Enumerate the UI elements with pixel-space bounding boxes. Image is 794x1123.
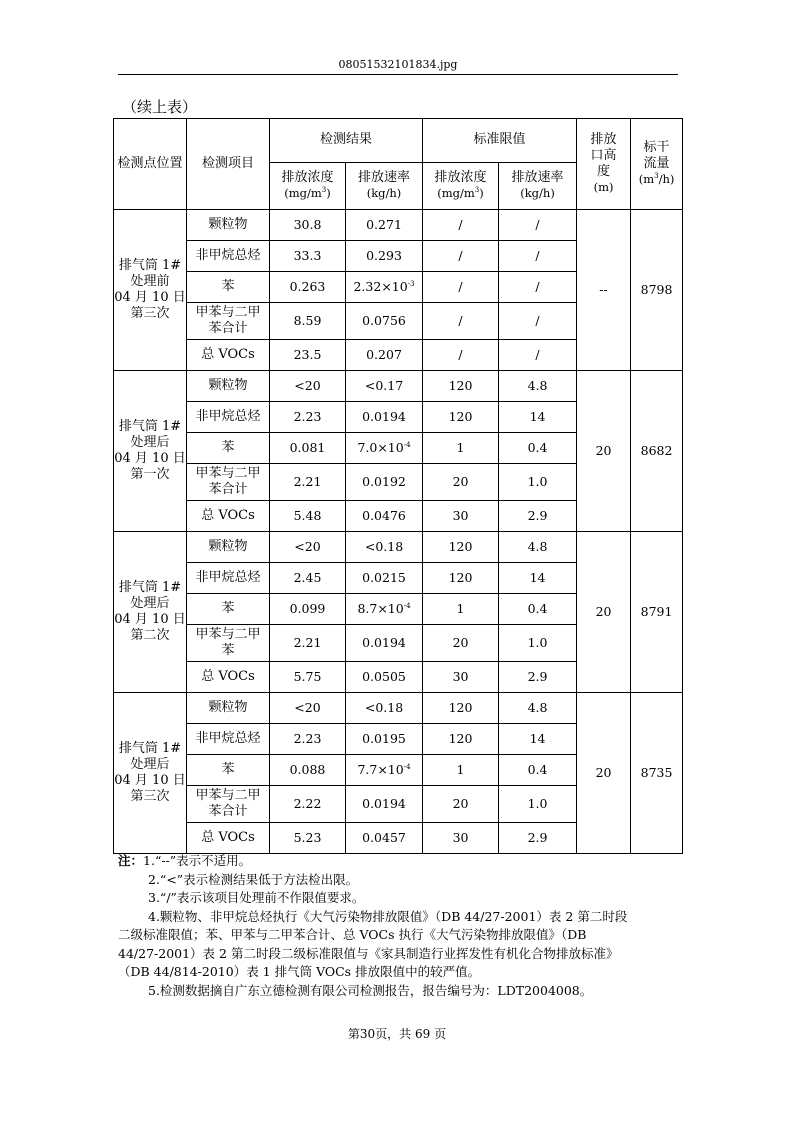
limit-rate-cell: 1.0 — [499, 786, 577, 823]
conc-cell: 0.099 — [270, 594, 346, 625]
limit-conc-cell: 120 — [423, 563, 499, 594]
limit-rate-cell: / — [499, 241, 577, 272]
note-4-line-1: 4.颗粒物、非甲烷总烃执行《大气污染物排放限值》（DB 44/27-2001）表 2 第二时段 — [148, 908, 628, 924]
item-cell: 苯 — [187, 594, 270, 625]
note-4-line-2: 二级标准限值；苯、甲苯与二甲苯合计、总 VOCs 执行《大气污染物排放限值》（DB — [118, 927, 587, 942]
item-cell: 总 VOCs — [187, 823, 270, 854]
rate-cell: 0.0457 — [346, 823, 423, 854]
header-limit-conc: 排放浓度 $(mg/m^3)$ — [423, 163, 499, 210]
limit-conc-cell: 20 — [423, 464, 499, 501]
conc-cell: 2.21 — [270, 464, 346, 501]
limit-rate-cell: 14 — [499, 724, 577, 755]
rate-cell: 0.0476 — [346, 501, 423, 532]
continued-label: （续上表） — [122, 98, 198, 116]
limit-rate-cell: 2.9 — [499, 662, 577, 693]
rate-cell: <0.18 — [346, 532, 423, 563]
rate-cell: 0.271 — [346, 210, 423, 241]
item-cell: 颗粒物 — [187, 210, 270, 241]
rate-cell: 0.0192 — [346, 464, 423, 501]
conc-cell: <20 — [270, 693, 346, 724]
limit-rate-cell: 0.4 — [499, 755, 577, 786]
limit-conc-cell: 1 — [423, 594, 499, 625]
conc-cell: 23.5 — [270, 340, 346, 371]
rate-cell: <0.17 — [346, 371, 423, 402]
header-flow: 标干 流量 $(m^3/h)$ — [631, 119, 683, 210]
note-4-line-3: 44/27-2001）表 2 第二时段二级标准限值与《家具制造行业挥发性有机化合物排放标准》 — [118, 945, 619, 961]
item-cell: 总 VOCs — [187, 662, 270, 693]
outlet-height-cell: -- — [577, 210, 631, 371]
flow-cell: 8791 — [631, 532, 683, 693]
rate-cell: 0.207 — [346, 340, 423, 371]
limit-rate-cell: / — [499, 340, 577, 371]
note-4-line-4: （DB 44/814-2010）表 1 排气筒 VOCs 排放限值中的较严值。 — [118, 964, 481, 979]
header-item: 检测项目 — [187, 119, 270, 210]
conc-cell: 2.22 — [270, 786, 346, 823]
table-row — [114, 210, 683, 241]
conc-cell: <20 — [270, 532, 346, 563]
table-body — [114, 210, 683, 854]
item-cell: 苯 — [187, 272, 270, 303]
rate-cell: 0.0194 — [346, 402, 423, 433]
limit-conc-cell: 20 — [423, 625, 499, 662]
flow-cell: 8735 — [631, 693, 683, 854]
rate-cell: 0.0756 — [346, 303, 423, 340]
header-result-group: 检测结果 — [270, 119, 423, 163]
outlet-height-cell: 20 — [577, 693, 631, 854]
limit-conc-cell: / — [423, 241, 499, 272]
table-row — [114, 693, 683, 724]
item-cell: 颗粒物 — [187, 532, 270, 563]
item-cell: 总 VOCs — [187, 340, 270, 371]
limit-conc-cell: 120 — [423, 402, 499, 433]
limit-conc-cell: 30 — [423, 823, 499, 854]
limit-rate-cell: 4.8 — [499, 693, 577, 724]
limit-conc-cell: 120 — [423, 371, 499, 402]
limit-rate-cell: 2.9 — [499, 823, 577, 854]
conc-cell: 5.48 — [270, 501, 346, 532]
note-1: 注：1.“--”表示不适用。 — [118, 853, 252, 868]
limit-conc-cell: 120 — [423, 724, 499, 755]
item-cell: 颗粒物 — [187, 693, 270, 724]
location-cell: 排气筒 1# 处理后 04 月 10 日 第一次 — [114, 371, 187, 532]
limit-rate-cell: / — [499, 210, 577, 241]
limit-rate-cell: 2.9 — [499, 501, 577, 532]
item-cell: 非甲烷总烃 — [187, 402, 270, 433]
limit-conc-cell: / — [423, 272, 499, 303]
table-row — [114, 532, 683, 563]
conc-cell: 0.263 — [270, 272, 346, 303]
rate-cell: $7.7\times 10^{-4}$ — [346, 755, 423, 786]
conc-cell: 2.45 — [270, 563, 346, 594]
limit-conc-cell: / — [423, 340, 499, 371]
item-cell: 非甲烷总烃 — [187, 241, 270, 272]
conc-cell: 2.23 — [270, 402, 346, 433]
notes-label: 注： — [118, 853, 144, 868]
rate-cell: 0.0195 — [346, 724, 423, 755]
rate-cell: $2.32\times 10^{-3}$ — [346, 272, 423, 303]
outlet-height-cell: 20 — [577, 371, 631, 532]
conc-cell: 8.59 — [270, 303, 346, 340]
header-result-conc: 排放浓度 $(mg/m^3)$ — [270, 163, 346, 210]
limit-conc-cell: / — [423, 303, 499, 340]
limit-rate-cell: 14 — [499, 563, 577, 594]
limit-rate-cell: / — [499, 303, 577, 340]
item-cell: 苯 — [187, 755, 270, 786]
limit-rate-cell: 4.8 — [499, 532, 577, 563]
conc-cell: 2.21 — [270, 625, 346, 662]
limit-rate-cell: 14 — [499, 402, 577, 433]
limit-rate-cell: 4.8 — [499, 371, 577, 402]
rate-cell: 0.0194 — [346, 786, 423, 823]
rate-cell: $8.7\times 10^{-4}$ — [346, 594, 423, 625]
item-cell: 非甲烷总烃 — [187, 724, 270, 755]
limit-rate-cell: 1.0 — [499, 625, 577, 662]
limit-conc-cell: 120 — [423, 532, 499, 563]
item-cell: 苯 — [187, 433, 270, 464]
conc-cell: 0.081 — [270, 433, 346, 464]
location-cell: 排气筒 1# 处理后 04 月 10 日 第三次 — [114, 693, 187, 854]
page-header-filename: 08051532101834.jpg — [118, 58, 678, 75]
limit-conc-cell: / — [423, 210, 499, 241]
limit-conc-cell: 120 — [423, 693, 499, 724]
notes-section — [118, 852, 688, 1000]
note-3: 3.“/”表示该项目处理前不作限值要求。 — [148, 890, 365, 905]
rate-cell: $7.0\times 10^{-4}$ — [346, 433, 423, 464]
note-5: 5.检测数据摘自广东立德检测有限公司检测报告，报告编号为：LDT2004008。 — [148, 982, 593, 998]
limit-conc-cell: 1 — [423, 433, 499, 464]
header-location: 检测点位置 — [114, 119, 187, 210]
limit-rate-cell: 0.4 — [499, 433, 577, 464]
limit-rate-cell: 0.4 — [499, 594, 577, 625]
emission-table — [113, 118, 683, 854]
limit-conc-cell: 30 — [423, 662, 499, 693]
limit-conc-cell: 1 — [423, 755, 499, 786]
conc-cell: 5.23 — [270, 823, 346, 854]
flow-cell: 8798 — [631, 210, 683, 371]
rate-cell: <0.18 — [346, 693, 423, 724]
location-cell: 排气筒 1# 处理后 04 月 10 日 第二次 — [114, 532, 187, 693]
rate-cell: 0.0505 — [346, 662, 423, 693]
item-cell: 总 VOCs — [187, 501, 270, 532]
item-cell: 甲苯与二甲 苯 — [187, 625, 270, 662]
item-cell: 颗粒物 — [187, 371, 270, 402]
conc-cell: 0.088 — [270, 755, 346, 786]
item-cell: 甲苯与二甲 苯合计 — [187, 464, 270, 501]
item-cell: 非甲烷总烃 — [187, 563, 270, 594]
limit-conc-cell: 20 — [423, 786, 499, 823]
outlet-height-cell: 20 — [577, 532, 631, 693]
flow-cell: 8682 — [631, 371, 683, 532]
header-limit-group: 标准限值 — [423, 119, 577, 163]
limit-conc-cell: 30 — [423, 501, 499, 532]
location-cell: 排气筒 1# 处理前 04 月 10 日 第三次 — [114, 210, 187, 371]
conc-cell: 30.8 — [270, 210, 346, 241]
rate-cell: 0.0194 — [346, 625, 423, 662]
header-outlet-height: 排放 口高 度 (m) — [577, 119, 631, 210]
note-2: 2.“<”表示检测结果低于方法检出限。 — [148, 871, 359, 887]
limit-rate-cell: / — [499, 272, 577, 303]
page-footer: 第30页，共 69 页 — [347, 1027, 447, 1041]
conc-cell: 5.75 — [270, 662, 346, 693]
limit-rate-cell: 1.0 — [499, 464, 577, 501]
conc-cell: 33.3 — [270, 241, 346, 272]
item-cell: 甲苯与二甲 苯合计 — [187, 303, 270, 340]
item-cell: 甲苯与二甲 苯合计 — [187, 786, 270, 823]
header-limit-rate: 排放速率 (kg/h) — [499, 163, 577, 210]
conc-cell: <20 — [270, 371, 346, 402]
table-row — [114, 371, 683, 402]
conc-cell: 2.23 — [270, 724, 346, 755]
header-result-rate: 排放速率 (kg/h) — [346, 163, 423, 210]
rate-cell: 0.293 — [346, 241, 423, 272]
rate-cell: 0.0215 — [346, 563, 423, 594]
